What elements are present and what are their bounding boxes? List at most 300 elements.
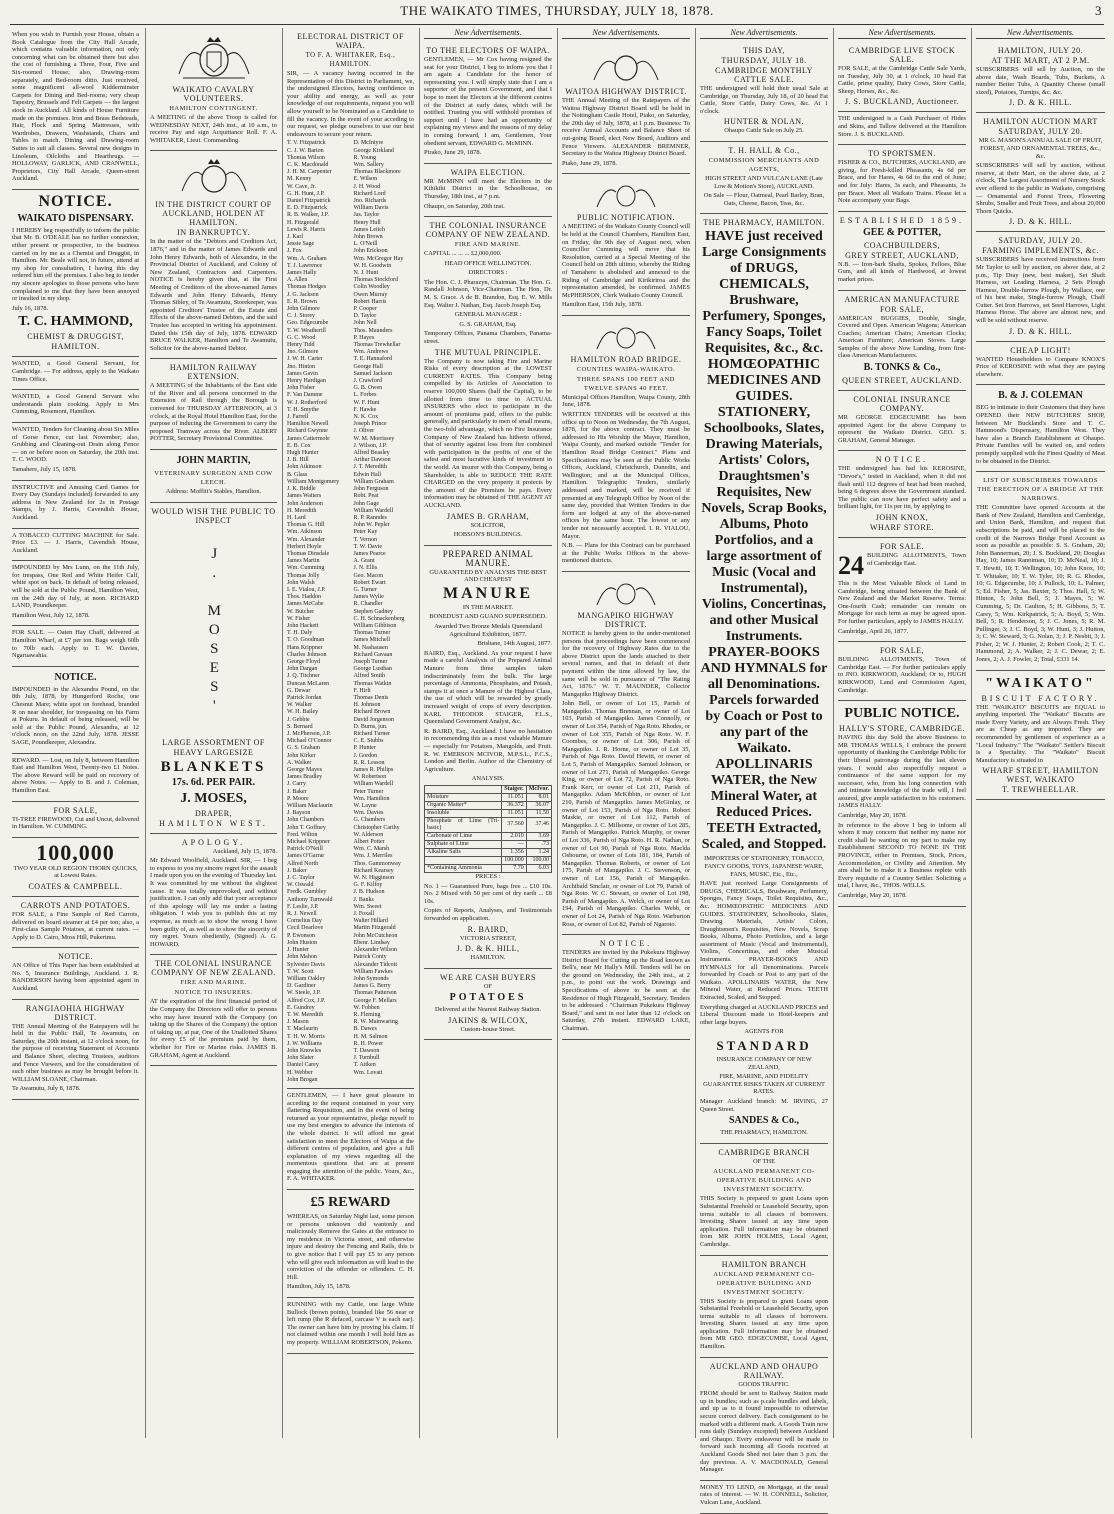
signatory-name: Thos. Gammonway — [353, 860, 401, 867]
signatory-name: Thomas Blackmore — [353, 169, 401, 176]
signatory-name: F. Leslie, J.P. — [287, 903, 319, 910]
analysis-cell: 6.03 — [526, 864, 551, 872]
moses-ad — [150, 503, 277, 834]
allotments-text-2: BUILDING ALLOTMENTS, Town of Cambridge East. — For further particulars apply to JNO. KIRKWOOD, Auckland; Or to, HUGH KIRKWOOD, Land and Commission Agent, Cambridge. — [838, 656, 966, 694]
allotments-date: Cambridge, April 26, 1877. — [838, 627, 909, 635]
chaff-ad — [12, 626, 139, 666]
manure-big: MANURE — [443, 584, 533, 602]
signatory-name: Martin Fitzgerald — [353, 925, 396, 932]
analysis-header-cell: McIvor. — [526, 785, 551, 793]
notice-heading: NOTICE. — [38, 192, 113, 210]
signatory-name: T. J. Lawrence — [287, 262, 323, 269]
whitaker-reply-ad — [287, 1089, 414, 1190]
signatory-name: Richard Kearsey — [353, 867, 394, 874]
standard-agents: AGENTS FOR — [744, 1028, 784, 1036]
signatory-name: H. Fitzgerald — [287, 219, 319, 226]
mutual-heading: THE MUTUAL PRINCIPLE. — [434, 347, 542, 357]
hall-name: T. H. HALL & Co., — [728, 145, 800, 155]
signatory-name: George Floyd — [287, 658, 321, 665]
hammond-trade: CHEMIST & DRUGGIST, — [27, 332, 124, 342]
signatory-name: W. Cave, Jr. — [287, 183, 316, 190]
signatory-name: James R. Philips — [353, 767, 394, 774]
allotments-text: This is the Most Valuable Block of Land in Cambridge, being situated between the Bank of New Zealand and the Market Reserve. Terms: One-fourth Cash; remainder can remain on Mortgage for such term as may be agreed upon. For further particulars, apply to JAMES HALLY. — [838, 580, 966, 625]
tobacco-text: A TOBACCO CUTTING MACHINE for Sale. Price £3. — J. Harris, Cavendish House, Auckland. — [12, 531, 139, 554]
bankruptcy-heading: IN BANKRUPTCY. — [177, 228, 250, 238]
colonial-heading: THE COLONIAL INSURANCE COMPANY OF NEW ZEALAND. — [425, 221, 551, 240]
tonks-address: QUEEN STREET, AUCKLAND. — [842, 376, 962, 386]
impounded-date-1: Hamilton West, July 12, 1878. — [12, 611, 90, 619]
manure-body-2: R. BAIRD, Esq., Auckland. I have no hesitation in recommending this as a most valuable Manure — especially for Potatoes, Mangolds, and Fruit. R. W. EMERSON MCIVOR, M.P.S.L., F.C.S., London and Berlin. Author of the Chemistry of Agriculture. — [424, 727, 552, 773]
analysis-cell: Phosphate of Lime (Tri-basic) — [425, 817, 502, 832]
signatory-name: William Montgomery — [287, 478, 340, 485]
wanted-ad-2 — [12, 390, 139, 423]
signatory-name: T. W. Davie — [353, 543, 383, 550]
notice-heading-3: NOTICE. — [58, 952, 93, 962]
analysis-row — [425, 817, 552, 832]
signatory-name: Duncan McLaren — [287, 680, 330, 687]
allotments-number: 24 — [838, 551, 864, 580]
auction-text: SUBSCRIBERS will sell by auction, without reserve, at their Mart, on the above date, at 2 o'clock, The Largest Assortment of Nursery Stock ever offered to the public in Waikato, comprising — Ornamental and Forest Trees, Flowering Shrubs, Smaller and Fruit Trees, and about 20,000 Thorn Quicks. — [976, 162, 1105, 215]
analysis-row — [425, 809, 552, 817]
signatory-name: T. Dawson — [353, 1047, 380, 1054]
signatory-name: I. E. Vialou, J.P. — [287, 586, 326, 593]
signatory-name: Fredk. Gumbley — [287, 889, 327, 896]
colonial-notice-sub: FIRE AND MARINE. — [180, 979, 247, 987]
signatory-name: Wm. Davies — [353, 810, 384, 817]
signatory-name: Wm. C. Marsh — [353, 846, 390, 853]
signatory-name: William Fawkes — [353, 968, 393, 975]
manure-heading: PREPARED ANIMAL MANURE. — [442, 548, 534, 568]
cash-potatoes: POTATOES — [449, 992, 527, 1004]
apology-ad — [150, 834, 277, 956]
cavalry-text: A MEETING of the above Troop is called for WEDNESDAY NEXT, 24th inst., at 10 a.m., to receive Pay and sign Acquittance Roll. F. A. WHITAKER, Lieut. Commanding. — [150, 114, 277, 144]
analysis-cell: 11.051 — [502, 809, 527, 817]
column-8 — [971, 28, 1109, 1438]
signatory-name: James Martin — [287, 558, 320, 565]
hamilton-branch-heading: HAMILTON BRANCH — [721, 1259, 807, 1269]
signatory-name: Geo. Macon — [353, 572, 384, 579]
signatory-name: F. Hirli — [353, 687, 371, 694]
signatory-name: Jessie Sage — [287, 241, 315, 248]
signatory-name: G. H. Hunt, J.P. — [287, 190, 325, 197]
office-notice-text: AN Office of This Paper has been established at No. 5, Insurance Buildings, Auckland. J. R. BANDERSON having been appointed agent in Auckland. — [12, 962, 139, 993]
analysis-cell: 36.372 — [502, 801, 527, 809]
signatory-name: N. K. Cox — [353, 414, 379, 421]
signatory-name: W. Fisher — [287, 615, 311, 622]
hamilton-society: AUCKLAND PERMANENT CO-OPERATIVE BUILDING AND INVESTMENT SOCIETY. — [713, 1270, 815, 1296]
column-1 — [8, 28, 143, 1438]
signatory-name: John Brown — [353, 233, 383, 240]
sale-text: THE undersigned will hold their usual Sale at Cambridge, on Thursday, July 18, of 20 head Fat Cattle, Store Cattle, Dairy Cows, &c. At 1 o'clock. — [700, 85, 828, 115]
signatory-name: J. Gebbie — [287, 716, 310, 723]
signatory-name: C. E. Stubbs — [353, 738, 384, 745]
signatory-name: Richard Gavaan — [353, 651, 393, 658]
reward-ad — [12, 754, 139, 802]
signatory-name: M. Nashausen — [353, 644, 388, 651]
mangapiko-ad — [562, 572, 690, 935]
biscuit-ad — [976, 671, 1105, 801]
signatory-name: W. M. Morrissey — [353, 435, 395, 442]
signatory-name: P. Moore — [287, 795, 309, 802]
manure-date: Brisbane, 14th August, 1877. — [477, 640, 552, 648]
cheap-light-text: WANTED Householders to Compare KNOX'S Price of KEROSINE with what they are paying elsewhere. — [976, 355, 1105, 378]
columns — [8, 28, 1108, 1506]
signatory-name: Thomas Stockford — [353, 277, 398, 284]
royal-crest-icon-6 — [591, 578, 661, 608]
thorn-text: TWO YEAR OLD REGION THORN QUICKS, at Lowest Rates. — [13, 864, 138, 880]
signatory-name: C. J. W. Barton — [287, 147, 324, 154]
royal-crest-icon — [169, 34, 259, 82]
signatory-name: George Mayes — [287, 767, 323, 774]
signatory-name: P. Ewonson — [287, 932, 316, 939]
analysis-cell: Organic Matter* — [425, 801, 502, 809]
signatory-name: J. Mason — [287, 1019, 309, 1026]
column-4 — [419, 28, 556, 1438]
signatory-name: James Bradley — [287, 774, 323, 781]
dispensary-text: I HEREBY beg respectfully to inform the public that Mr. B. O'DEALE has no further connexion, either present or prospective, to the business carried on by me as a Chemist and Druggist, in Hamilton. Mr. Beale will not, in future, attend at my shop for consultation, I having this day ordered him off the premises. I also beg to tender my sincere apologies to those persons who have complained to me that they have been annoyed or insulted in my shop. — [12, 226, 139, 303]
kerosine-text: THE undersigned has had his KEROSINE, "Devoe's," tested in Auckland, when it did not flash until 112 degrees of heat had been reached, being 6 degrees above the Government standard. The public can now have perfect safety and a brilliant light, for 11s per tin, by applying to — [838, 465, 966, 511]
signatory-name: James Watters — [287, 493, 322, 500]
signatory-name: John Nell — [353, 320, 377, 327]
signatory-name: J. Baker — [287, 867, 307, 874]
notice-heading-2: NOTICE. — [54, 671, 97, 683]
signatory-name: J. Q. Titchner — [287, 673, 320, 680]
signatory-name: Hugh Hunter — [287, 450, 319, 457]
column-6 — [695, 28, 832, 1506]
manure-award: Awarded Two Bronze Medals Queensland Agricultural Exhibition, 1877. — [434, 623, 542, 638]
signatory-name: F. Hawke — [353, 406, 377, 413]
coleman-ad — [976, 385, 1105, 472]
signatory-name: William Wardell — [353, 507, 394, 514]
column-2 — [145, 28, 281, 1438]
signatory-name: T. O. Goodman — [287, 637, 325, 644]
signatory-name: Jno. Gilmore — [287, 349, 319, 356]
signatory-name: Richard Gwynne — [287, 428, 328, 435]
signatory-name: H. Webber — [287, 1069, 313, 1076]
signatory-name: W. Fobben — [353, 1004, 380, 1011]
analysis-row — [425, 864, 552, 872]
whitaker-text: SIR, — A vacancy having occurred in the Representation of this District in Parliament, we, the undersigned Electors, having confidence in your ability and energy, as well as your knowledge of our requirements, request you will allow yourself to be Nominated as a Candidate to fill the vacancy. In the event of your acceding to our request, we pledge ourselves to use our best endeavours to secure your return. — [287, 70, 414, 138]
card-games-ad — [12, 481, 139, 529]
five-pound-text: WHEREAS, on Saturday Night last, some person or persons unknown did wantonly and maliciously Remove the Gates at the entrance to my residence in Victoria street, and otherwise injure and destroy the Fencing and Rails, this is to give notice that I will pay £5 to any person who will give such information as will lead to the conviction of the offender or offenders. C. H. Hill. — [287, 1213, 414, 1281]
moses-trade: DRAPER, — [194, 808, 233, 818]
moses-town: HAMILTON WEST. — [159, 818, 268, 828]
colonial-notice-insurers: NOTICE TO INSURERS. — [174, 989, 253, 997]
signatory-name: Wm. A. Graham — [287, 255, 327, 262]
mutual-text: The Company is now taking Fire and Marine Risks of every description at the LOWEST CURRENT RATES. This Company being compelled by its Articles of Association to reserve 100,000 Shares (half the Capital), to be allotted from time to time to ACTUAL INSURERS who elect to participate in the amount of premiums paid, offers to the public generally, and particularly to men of small means, the two-fold advantage, which no Fire Insurance Company of New Zealand has hitherto offered, that of security against loss from fire combined with participation in the profits of one of the safest and most lucrative kinds of investment in the world. An insurer with this Company, being a Shareholder, is able to REDUCE THE RATE CHARGED on the very property it protects by the amount of the Premium he pays. Every information may be obtained of THE AGENT AT AUCKLAND. — [424, 357, 552, 509]
signatory-name: W. Butcher — [287, 608, 315, 615]
signatory-name: T. H. Daly — [287, 630, 313, 637]
analysis-row — [425, 801, 552, 809]
analysis-cell: — — [502, 840, 527, 848]
signatory-name: Thos. Haddon — [287, 594, 321, 601]
sandes-name: HAVE just received Large Consignments of DRUGS, CHEMICALS, Brushware, Perfumery, Sponges, Fancy Soaps, Toilet Requisites, &c., &c. HOMŒOPATHIC MEDICINES AND GUIDES. STATIONERY, Schoolbooks, Slates, Drawing Materials, Artists' Colors, Draughtsmen's Requisites, New Novels, Scrap Books, Albums, Photo Portfolios, and a large assortment of Music (Vocal and Instrumental), Violins, Concertinas, and other Musical Instruments. PRAYER-BOOKS AND HYMNALS for all Denominations. Parcels forwarded by Coach or Post to any part of the Waikato. APOLLINARIS WATER, the New Mineral Water, at Reduced Prices. TEETH Extracted, Scaled, and Stopped. — [700, 229, 828, 853]
waipa-election-date: Ohaupo, on Saturday, 20th inst. — [424, 202, 505, 210]
column-header-5: New Advertisements. — [562, 28, 690, 39]
biscuit-text: THE "WAIKATO" BISCUITS are EQUAL to anything imported. The "Waikato" Biscuits are made Every Variety, and are Always Fresh. They are as Cheap as any imported. They are recommended by gentlemen of experience as a "Local Industry." The "Waikato" Settler's Biscuit is a Speciality. The "Waikato" Biscuit Manufactory is situated in — [976, 703, 1105, 764]
public-notice-heading: PUBLIC NOTICE. — [844, 706, 960, 722]
dispensary-date: July 16, 1878. — [12, 304, 49, 312]
signatory-name: George Hall — [353, 363, 383, 370]
office-notice-ad — [12, 948, 139, 999]
bridge-nb: N.B. — Plans for this Contract can be purchased at the Public Works Offices in the above-mentioned districts. — [562, 542, 690, 565]
carrots-text: FOR SALE, a Fine Sample of Red Carrots, delivered on board steamer at £4 per ton; also, a First-class Sample Potatoes, at current rates. — Apply to D. Cairo, Moss Hill, Pukerimu. — [12, 910, 139, 941]
gee-potter-ad — [838, 212, 966, 291]
colonial-sub: FIRE AND MARINE. — [454, 241, 522, 249]
subscribers-heading: LIST OF SUBSCRIBERS TOWARDS THE ERECTION OF A BRIDGE AT THE NARROWS. — [977, 477, 1104, 503]
carrots-heading: CARROTS AND POTATOES. — [20, 900, 131, 910]
firewood-heading: FOR SALE, — [53, 805, 98, 815]
signatory-name: D. Burns, jun. — [353, 723, 388, 730]
signatory-name: N. J. Hunt — [353, 270, 379, 276]
mart-text: SUBSCRIBERS will sell by Auction, on the above date, Wash Boards, Tubs, Buckets, A number Better Tubs, A Quantity Cheese (small sized), Potatoes, Turnips, &c. &c. — [976, 66, 1105, 96]
bridge-text: WRITTEN TENDERS will be received at this office up to Noon on Wednesday, the 7th August, 1878, for the above contract. They must be addressed to His Worship the Mayor, Hamilton, Waipa County, and marked outside "Tender for Hamilton Road Bridge Contract." Plans and Specifications may be seen at the Public Works Offices, Auckland, Christchurch, Dunedin, and Wellington; and at the Municipal Offices, Hamilton. Telegraphic Tenders, similarly addressed and marked, will be received if presented at any Telegraph Office by Noon of the same day, provided that Written Tenders in due form are lodged at any of the above-named offices by the same hour. The lowest or any tender not necessarily accepted. I. R. VIALOU, Mayor. — [562, 411, 690, 540]
signatory-name: J. H. M. Carpenter — [287, 169, 332, 176]
colonial-head-office: HEAD OFFICE WELLINGTON. — [444, 259, 532, 267]
american-ad — [838, 291, 966, 392]
carrots-ad — [12, 897, 139, 948]
signatory-name: Patrick O'Neill — [287, 846, 323, 853]
analysis-label: ANALYSIS. — [471, 775, 505, 783]
signatory-name: Samuel Jackson — [353, 370, 392, 377]
cavalry-sub: HAMILTON CONTINGENT. — [169, 105, 258, 112]
cash-buyers-heading: WE ARE CASH BUYERS — [440, 972, 536, 982]
money-ad — [700, 1481, 828, 1514]
hally-date: Cambridge, May 20, 1878. — [838, 812, 907, 820]
signatory-name: T. Maclaurin — [287, 1026, 318, 1033]
signatory-name: C. H. Schnackenberg — [353, 615, 405, 622]
signatory-name: Alexander Tidcott — [353, 961, 397, 968]
gee-potter-trade: COACHBUILDERS, — [863, 240, 941, 250]
analysis-cell: Sulphate of Lime — [425, 840, 502, 848]
martin-name: JOHN MARTIN, — [176, 455, 251, 467]
signatory-name: Wm. J. Merriles — [353, 853, 393, 860]
signatory-name: John Mahon — [287, 954, 317, 961]
live-stock-ad — [838, 42, 966, 112]
auction-heading: HAMILTON AUCTION MART — [983, 117, 1098, 127]
signatory-name: Patrick Jordan — [287, 694, 322, 701]
analysis-row — [425, 793, 552, 801]
five-pound-reward-ad — [287, 1190, 414, 1298]
railway-ext-ad — [150, 359, 277, 450]
signatory-name: William Wardell — [353, 781, 394, 788]
hall-sale: On Sale — Flour, Oatmeal, Pearl Barley, Bran, Oats, Cheese, Bacon, Teas, &c. — [703, 192, 825, 207]
signatory-name: Thomas Jolly — [287, 572, 320, 579]
signatory-name: J. W. H. Carter — [287, 356, 323, 363]
colonial-agent-heading: COLONIAL INSURANCE COMPANY. — [853, 395, 951, 414]
signatory-name: A. Walker — [287, 759, 312, 766]
signatory-name: Thomas Dinsdale — [287, 550, 330, 557]
whitaker-to: TO F. A. WHITAKER, Esq., HAMILTON. — [305, 52, 396, 68]
standard-company: INSURANCE COMPANY OF NEW ZEALAND, — [716, 1056, 812, 1071]
signatory-name: Sylvester Davis — [287, 961, 325, 968]
bridge-spans: THREE SPANS 100 FEET AND TWELVE SPANS 40 FEET. — [577, 375, 675, 392]
biscuit-sub: BISCUIT FACTORY. — [981, 693, 1100, 703]
signatory-name: Wm. Lovatt — [353, 1069, 383, 1076]
thorn-ad — [12, 838, 139, 897]
gee-potter-text: N.B. — Iron-bark Shafts, Spokes, Felloes, Blue Gum, and all kinds of Hardwood, at lowest market prices. — [838, 260, 966, 283]
signatory-name: P. Cooper — [353, 306, 377, 313]
reward-text: REWARD. — Lost, on July 8, between Hamilton East and Hamilton West, Twenty-two £1 Notes. The above Reward will be paid on recovery of above Notes. — Apply to B. and J. Coleman, Hamilton East. — [12, 756, 139, 794]
analysis-header-cell — [425, 785, 502, 793]
masthead-title: THE WAIKATO TIMES, THURSDAY, JULY 18, 1878. — [400, 3, 714, 18]
gee-potter-address: GREY STREET, AUCKLAND, — [845, 250, 959, 260]
cattle-sale-ad — [700, 42, 828, 142]
impounded-text-2: IMPOUNDED in the Alexandra Pound, on the 8th July, 1878, by Hungerford Roche, one Chesnut Mare; white spot on forehead, branded R on near shoulder, for trespassing on his Farm at Pokuru. In default of being released, will be sold at the Public Pound, Alexandra, at 12 o'clock noon, on the 22nd July, 1878. JESSE SAGE, Poundkeeper, Alexandra. — [12, 685, 139, 746]
knox-name: JOHN KNOX, — [875, 513, 929, 522]
wanted-text-3: WANTED, Tenders for Cleaning about Six Miles of Gorse Fence, cut last November; also, Grubbing and Cleaning-out Drain along Fence — on or before noon on Saturday, the 20th inst. T. C. WOOD. — [12, 425, 139, 464]
signatory-name: John Anderson — [287, 500, 323, 507]
analysis-cell: 2.010 — [502, 832, 527, 840]
signatory-name: T. V. Fitzpatrick — [287, 140, 326, 147]
colonial-agent-ad — [838, 391, 966, 451]
signatory-name: D. Taylor — [353, 313, 377, 320]
sandes-name-2: SANDES & Co., — [728, 1115, 799, 1127]
colonial-capital: CAPITAL ... ... ... £2,000,000. — [424, 250, 502, 258]
sandes-trade-2: THE PHARMACY, HAMILTON. — [720, 1129, 808, 1137]
signatory-name: R. Young — [353, 154, 377, 161]
signatory-name: T. W. Weatherill — [287, 327, 326, 334]
bridge-sub: COUNTIES WAIPA-WAIKATO. — [576, 365, 676, 373]
biscuit-address: WHARF STREET, HAMILTON WEST, WAIKATO — [982, 766, 1099, 785]
pukekura-notice-ad — [562, 935, 690, 1040]
column-5 — [557, 28, 694, 1438]
pharmacy-heading: THE PHARMACY, HAMILTON. — [703, 218, 825, 228]
five-pound-heading: £5 REWARD — [310, 1195, 391, 1211]
signatory-name: Ebenr. Lindsay — [353, 939, 390, 946]
signatory-name: J. Foxall — [353, 911, 375, 918]
ohaupo-railway-ad — [700, 1358, 828, 1481]
standard-heading: STANDARD — [716, 1038, 812, 1053]
signatory-name: W. F. Hunt — [353, 399, 380, 406]
signatory-name: Hans Krippner — [287, 644, 323, 651]
signatory-name: Hamilton Newell — [287, 421, 329, 428]
electors-heading: TO THE ELECTORS OF WAIPA. — [426, 46, 550, 55]
signatory-name: Charles Johnson — [287, 651, 327, 658]
cambridge-branch-ad — [700, 1144, 828, 1256]
signatory-name: A. Allen — [287, 277, 308, 284]
rangiaohia-text: THE Annual Meeting of the Ratepayers will be held in the Public Hall, Te Awamutu, on Saturday, the 20th instant, at 12 o'clock noon, for the purpose of receiving Statement of Accounts and Balance Sheet, electing Trustees, auditors and Fence Viewers, and for the consideration of such other business as may be brought before it. WILLIAM SLOANE, Chairman. — [12, 1022, 139, 1083]
analysis-cell: *Containing Ammonia — [425, 864, 502, 872]
signatory-name: J. Turnbull — [353, 1055, 380, 1062]
hall-ad — [700, 142, 828, 214]
farming-date: SATURDAY, JULY 20. — [998, 236, 1083, 246]
signatory-name: J. K. Biddle — [287, 486, 316, 493]
signatory-name: Thomas Watkin — [353, 680, 392, 687]
signatory-name: Joseph Prince — [353, 421, 387, 428]
electors-date: Pirako, June 29, 1878. — [424, 149, 482, 157]
allotments-heading: BUILDING ALLOTMENTS, Town of Cambridge East. — [867, 552, 966, 567]
signatory-name: J. Fox — [287, 248, 302, 255]
signatory-name: Thomas Denis — [353, 694, 389, 701]
court-ad — [150, 151, 277, 359]
signatory-name: R. J. Newell — [287, 911, 317, 918]
signatory-name: Wm. Alexander — [287, 536, 325, 543]
court-heading: IN THE DISTRICT COURT OF AUCKLAND, HOLDEN AT HAMILTON. — [155, 200, 272, 228]
waitoa-text: THE Annual Meeting of the Ratepayers of the Waitoa Highway District Board will be held in the Nottingham Castle Hotel, Piako, on Saturday, the 20th day of July, 1878, at 1 p.m. Business: To receive Annual Accounts and Balance Sheet of out-going Board, elect New Board, Auditors and Fence Viewers. ALEXANDER BREMNER, Secretary to the Waitoa Highway District Board. — [562, 97, 690, 158]
moses-stock: LARGE ASSORTMENT OF — [162, 737, 265, 747]
analysis-cell: Carbonate of Lime — [425, 832, 502, 840]
signatory-name: W. H. Bailey — [287, 709, 319, 716]
moses-blankets: BLANKETS — [160, 758, 267, 775]
rangiaohia-heading: RANGIAOHIA HIGHWAY DISTRICT. — [25, 1003, 126, 1022]
analysis-header-cell: Staiger. — [502, 785, 527, 793]
analysis-cell: 100.00 — [526, 856, 551, 864]
analysis-cell: 37.560 — [502, 817, 527, 832]
signatory-name: A. Grant — [353, 558, 375, 565]
signatory-name: B. Dawes — [353, 1026, 377, 1033]
signatory-name: Alfred Beasley — [353, 450, 390, 457]
signatory-name: John Walsh — [287, 579, 315, 586]
rangiaohia-date: Te Awamutu, July 8, 1878. — [12, 1085, 81, 1093]
hall-address: HIGH STREET AND VULCAN LANE (Late Low & Motion's Store), AUCKLAND. — [705, 174, 823, 190]
colonial-notice-heading: THE COLONIAL INSURANCE COMPANY OF NEW ZEALAND. — [151, 959, 276, 978]
signatory-name: J. Wilson, J.P. — [353, 442, 387, 449]
farming-firm: J. D. & K. HILL. — [1008, 326, 1073, 336]
cash-of: OF — [483, 982, 493, 990]
signatory-name: L. O'Neill — [353, 241, 378, 248]
knox-address: WHARF STORE. — [869, 523, 935, 532]
furniture-ad — [12, 28, 139, 190]
cavalry-ad — [150, 28, 277, 151]
mutual-building: HOBSON'S BUILDINGS. — [453, 531, 523, 539]
signatory-name: D. McIntyre — [353, 140, 384, 147]
signatory-name: R. Chandler — [353, 601, 383, 608]
signatory-name: Thos. Maunders — [353, 327, 393, 334]
wanted-text-2: WANTED, a Good General Servant who understands plain cooking. Apply to Mrs Cumming, Rosemont, Hamilton. — [12, 393, 139, 416]
money-text: MONEY TO LEND, on Mortgage, at the usual rates of interest. — W. H. CONNELL, Solicitor, Vulcan Lane, Auckland. — [700, 1483, 828, 1506]
mutual-agent: JAMES B. GRAHAM, — [446, 511, 530, 521]
signatory-name: Albert Potter — [353, 839, 385, 846]
rangiaohia-ad — [12, 1000, 139, 1100]
analysis-cell: 3.69 — [526, 832, 551, 840]
signatory-name: John W. Pepler — [353, 522, 390, 529]
analysis-cell: 11.50 — [526, 809, 551, 817]
masthead — [0, 0, 1114, 22]
analysis-cell: 1.356 — [502, 848, 527, 856]
cash-delivery: Delivered at the Nearest Railway Station. — [434, 1006, 542, 1014]
signatory-name: J. Karl — [287, 233, 303, 240]
railway-ext-text: A MEETING of the Inhabitants of the East side of the River and all persons concerned in the Extension of Rail through the Borough is convened for THURSDAY AFTERNOON, at 3 o'clock, at the Royal Hotel Hamilton East, for the purpose of inducing the Government to carry the proposed Tramway across the River. ALBERT POTTER, Secretary Provisional Committee. — [150, 382, 277, 443]
signatory-name: George Kirkland — [353, 147, 394, 154]
manure-ad — [424, 546, 552, 969]
signatory-name: Wm. Atkinson — [287, 529, 323, 536]
public-notification-text: A MEETING of the Waikato County Council will be held at the Council Chambers, Hamilton East, on Friday, the 9th day of August next, when Councillor Cumming will move that his Resolution, carried at a Special Meeting of the Council held on 28th ultimo, whereby the Riding of Tamahere is abolished and annexed to the Riding of Cambridge and Kirikiriroa and the representation amended, be confirmed. JAMES McPHERSON, Clerk Waikato County Council. — [562, 223, 690, 299]
signatory-name: R. P. Ranndes — [353, 514, 387, 521]
manure-body: BAIRD, Esq., Auckland. As your request I have made a careful Analysis of the Prepared Animal Manure from three samples taken indiscriminately from the bulk. The large percentage of Ammonia, Phosphates, and Potash, stamps it at once a Manure of the Highest Class, the use of which will be rewarded by greatly increased weight of crops of every description. KARL THEODOR STAIGER, F.L.S., Queensland Government Analyst, &c. — [424, 649, 552, 726]
signatory-name: W. Walker — [287, 702, 313, 709]
public-notification-date: Hamilton East, 15th July, 1878. — [562, 301, 643, 309]
signatory-name: John Gilmore — [287, 306, 320, 313]
cambridge-branch-heading: CAMBRIDGE BRANCH — [718, 1147, 810, 1157]
signatory-name: Peter Turner — [353, 788, 384, 795]
cattle-text: RUNNING with my Cattle, one large White Bullock (brown points), branded like 56 near or left rump (the R defaced, carcase V is each ear). The owner can have him by proving his claim. If not claimed within one month I will hold him as my property. WILLIAM ROBERTSON, Pokeno. — [287, 1301, 414, 1346]
cheap-light-heading: CHEAP LIGHT! — [1010, 345, 1071, 355]
farming-heading: FARMING IMPLEMENTS, &c. — [982, 246, 1099, 256]
sportsmen-heading: TO SPORTSMEN. — [868, 149, 936, 159]
thorn-firm: COATES & CAMPBELL. — [28, 881, 123, 891]
sale-date: THURSDAY, JULY 18. — [721, 56, 807, 65]
cambridge-branch-of: OF THE — [752, 1157, 776, 1165]
signatory-name: Wm. Sallery — [353, 161, 384, 168]
hammond-name: T. C. HAMMOND, — [18, 314, 133, 330]
mangapiko-list: John Bell, or owner of Lot 15, Parish of Mangapiko. Thomas Brennan, or owner of Lot 103, Parish of Mangapiko. James Connolly, or owner of Lot 354, Parish of Nga Roto. Rhodes, or owner of Lot 355, Parish of Nga Roto. W. F. Coombes, or owner of Lot 306, Parish of Mangapiko. J. R. Horne, or owner of Lot 35, Parish of Nga Roto. David Hewitt, or owner of Lot 5, Parish of Mangapiko. Samuel Johnson, or owner of Lot 271, Parish of Mangapiko. George King, or owner of Lot 72, Parish of Nga Roto. Frank Kerr, or owner of Lot 211, Parish of Mangapiko. Adam McKibbin, or owner of Lot 210, Parish of Mangapiko. James McGinlay, or owner of Lot 153, Parish of Nga Roto. Robert Maskie, or owner of Lot 112, Parish of Mangapiko. J. C. Millsome, or owner of Lot 285, Parish of Mangapiko. Patrick Murphy, or owner of Lot 336, Parish of Nga Roto. H. R. Nathan, or owner of Lot 90, Parish of Nga Roto. Maclda Osbourne, or owner of Lots 181, 184, Parish of Mangapiko. Thomas Roberts, or owner of Lot 175, Parish of Mangapiko. J. C. Stevenson, or owner of Lot 156, Parish of Mangapiko. Archibald Sinclair, or owner of Lot 79, Parish of Nga Roto. W. C. Stewart, or owner of Lot 198, Parish of Mangapiko. A. Welch, or owner of Lot 194, Parish of Mangapiko. Charles Webb, or owner of Lot 24, Parish of Nga Roto. Warburton Ross, or owner of Lot 82, Parish of Ngaroto. — [562, 700, 690, 928]
column-3 — [282, 28, 418, 1438]
colonial-gm-label: GENERAL MANAGER : — [454, 311, 522, 319]
signatory-name: Richard Brown — [353, 709, 391, 716]
signatory-name: Walter Hillard — [353, 918, 388, 925]
signatory-name: G. F. Kilfoy — [353, 882, 383, 889]
